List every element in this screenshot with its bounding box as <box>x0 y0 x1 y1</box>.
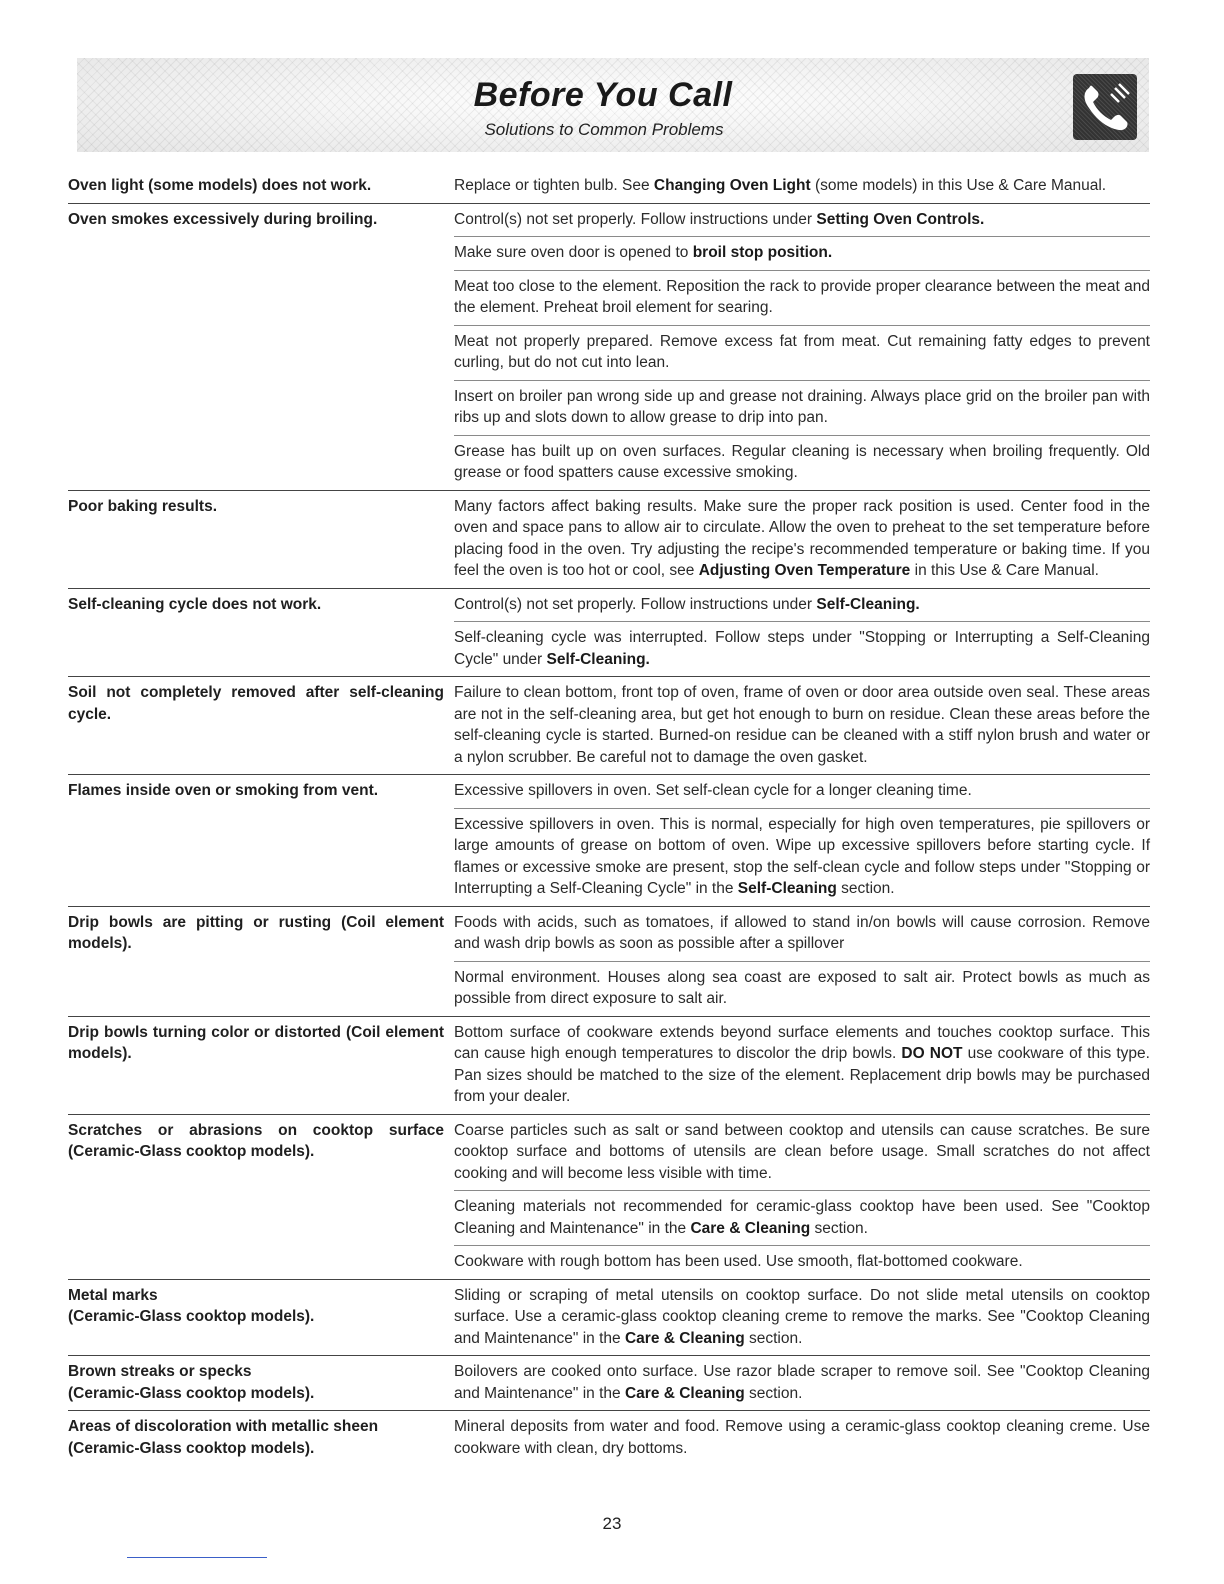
page-number: 23 <box>602 1514 622 1533</box>
table-row <box>68 907 1150 1017</box>
solution-text: Coarse particles such as salt or sand between cooktop and utensils can cause scratches. Be sure cooktop surface and bottoms of utensils are clean before usage. Small scratches do not affect cooking and will become less visible with time. <box>454 1121 1150 1182</box>
solution-text: Control(s) not set properly. Follow instructions under Self-Cleaning. <box>454 595 920 613</box>
solutions-cell <box>454 780 1150 900</box>
problem-text: Flames inside oven or smoking from vent. <box>68 782 379 799</box>
solution-text: Mineral deposits from water and food. Remove using a ceramic-glass cooktop cleaning creme. Use cookware with clean, dry bottoms. <box>454 1418 1150 1457</box>
emphasis-text: broil stop position. <box>692 244 833 261</box>
solution-text: Meat not properly prepared. Remove excess fat from meat. Cut remaining fatty edges to prevent curling, but do not cut into lean. <box>454 325 1150 380</box>
solutions-cell <box>454 682 1150 768</box>
solutions-cell <box>454 1022 1150 1108</box>
solution-text: Normal environment. Houses along sea coast are exposed to salt air. Protect bowls as much as possible from direct exposure to salt air. <box>454 961 1150 1010</box>
problem-text: Metal marks (Ceramic-Glass cooktop models). <box>68 1286 315 1325</box>
footer-rule <box>127 1557 267 1558</box>
solution-text: Grease has built up on oven surfaces. Regular cleaning is necessary when broiling frequently. Old grease or food spatters cause excessive smoking. <box>454 435 1150 484</box>
problem-text: Self-cleaning cycle does not work. <box>68 595 322 613</box>
emphasis-text: DO NOT <box>901 1045 963 1062</box>
solutions-cell <box>454 209 1150 484</box>
solution-text: Failure to clean bottom, front top of oven, frame of oven or door area outside oven seal. These areas are not in the self-cleaning area, but get hot enough to burn on residue. Clean these areas before the self-cleaning cycle is started. Burned-on residue can be cleaned with a stiff nylon brush and water or a nylon scrubber. Be careful not to damage the oven gasket. <box>454 684 1150 766</box>
telephone-icon <box>1073 74 1137 140</box>
solution-text: Many factors affect baking results. Make sure the proper rack position is used. Center food in the oven and space pans to allow air to circulate. Allow the oven to preheat to the set temperature before placing food in the oven. Try adjusting the recipe's recommended temperature or baking time. If you feel the oven is too hot or cool, see Adjusting Oven Temperature in this Use & Care Manual. <box>454 497 1150 579</box>
page-title: Before You Call <box>473 76 733 114</box>
solutions-cell <box>454 1120 1150 1273</box>
problem-text: Soil not completely removed after self-cleaning cycle. <box>68 684 444 723</box>
solution-text: Sliding or scraping of metal utensils on cooktop surface. Do not slide metal utensils on cooktop surface. Use a ceramic-glass cooktop cleaning creme to remove the marks. See "Cooktop Cleaning and Maintenance" in the Care & Cleaning section. <box>454 1286 1150 1347</box>
solution-text: Excessive spillovers in oven. Set self-clean cycle for a longer cleaning time. <box>454 782 972 799</box>
solutions-cell <box>454 912 1150 1010</box>
solution-text: Cookware with rough bottom has been used. Use smooth, flat-bottomed cookware. <box>454 1245 1150 1273</box>
solution-text: Cleaning materials not recommended for ceramic-glass cooktop have been used. See "Cooktop Cleaning and Maintenance" in the Care & Cleaning section. <box>454 1190 1150 1245</box>
solution-text: Insert on broiler pan wrong side up and grease not draining. Always place grid on the broiler pan with ribs up and slots down to allow grease to drip into pan. <box>454 380 1150 435</box>
solutions-cell <box>454 594 1150 671</box>
troubleshooting-table <box>68 170 1150 1465</box>
emphasis-text: Self-Cleaning. <box>816 595 920 613</box>
table-row <box>68 204 1150 491</box>
table-row <box>68 589 1150 678</box>
solution-text: Boilovers are cooked onto surface. Use razor blade scraper to remove soil. See "Cooktop Cleaning and Maintenance" in the Care & Cleaning section. <box>454 1363 1150 1402</box>
solutions-cell <box>454 1416 1150 1459</box>
solutions-cell <box>454 1361 1150 1404</box>
problem-text: Drip bowls turning color or distorted (Coil element models). <box>68 1023 444 1062</box>
table-row <box>68 1017 1150 1115</box>
table-row <box>68 677 1150 775</box>
problem-text: Areas of discoloration with metallic sheen (Ceramic-Glass cooktop models). <box>68 1418 379 1457</box>
emphasis-text: Self-Cleaning. <box>546 650 650 668</box>
solution-text: Make sure oven door is opened to broil stop position. <box>454 236 1150 270</box>
problem-text: Oven smokes excessively during broiling. <box>68 210 378 228</box>
problem-text: Drip bowls are pitting or rusting (Coil element models). <box>68 913 444 952</box>
solutions-cell <box>454 175 1150 197</box>
page-subtitle: Solutions to Common Problems <box>484 120 724 139</box>
emphasis-text: Care & Cleaning <box>624 1329 745 1347</box>
table-row <box>68 170 1150 204</box>
solution-text: Self-cleaning cycle was interrupted. Follow steps under "Stopping or Interrupting a Self-Cleaning Cycle" under Self-Cleaning. <box>454 621 1150 670</box>
emphasis-text: Setting Oven Controls. <box>816 210 985 228</box>
table-row <box>68 1280 1150 1357</box>
emphasis-text: Care & Cleaning <box>690 1219 811 1237</box>
solutions-cell <box>454 496 1150 582</box>
header-banner <box>77 58 1149 152</box>
problem-text: Oven light (some models) does not work. <box>68 177 372 194</box>
solution-text: Bottom surface of cookware extends beyond surface elements and touches cooktop surface. This can cause high enough temperatures to discolor the drip bowls. DO NOT use cookware of this type. Pan sizes should be matched to the size of the element. Replacement drip bowls may be purchased from your dealer. <box>454 1023 1150 1105</box>
problem-text: Scratches or abrasions on cooktop surface (Ceramic-Glass cooktop models). <box>68 1121 444 1160</box>
table-row <box>68 491 1150 589</box>
solution-text: Meat too close to the element. Reposition the rack to provide proper clearance between the meat and the element. Preheat broil element for searing. <box>454 270 1150 325</box>
solutions-cell <box>454 1285 1150 1350</box>
solution-text: Replace or tighten bulb. See Changing Oven Light (some models) in this Use & Care Manual. <box>454 177 1107 194</box>
table-row <box>68 1356 1150 1411</box>
problem-text: Poor baking results. <box>68 497 218 515</box>
solution-text: Foods with acids, such as tomatoes, if allowed to stand in/on bowls will cause corrosion. Remove and wash drip bowls as soon as possible after a spillover <box>454 913 1150 952</box>
solution-text: Excessive spillovers in oven. This is normal, especially for high oven temperatures, pie spillovers or large amounts of grease on bottom of oven. Wipe up excessive spillovers before starting cycle. If flames or excessive smoke are present, stop the self-clean cycle and follow steps under "Stopping or Interrupting a Self-Cleaning Cycle" in the Self-Cleaning section. <box>454 808 1150 900</box>
emphasis-text: Adjusting Oven Temperature <box>698 562 911 579</box>
solution-text: Control(s) not set properly. Follow instructions under Setting Oven Controls. <box>454 210 985 228</box>
table-row <box>68 1115 1150 1280</box>
table-row <box>68 775 1150 907</box>
emphasis-text: Care & Cleaning <box>624 1384 745 1402</box>
emphasis-text: Self-Cleaning <box>737 880 837 897</box>
table-row <box>68 1411 1150 1465</box>
emphasis-text: Changing Oven Light <box>653 177 811 194</box>
problem-text: Brown streaks or specks (Ceramic-Glass cooktop models). <box>68 1363 315 1402</box>
